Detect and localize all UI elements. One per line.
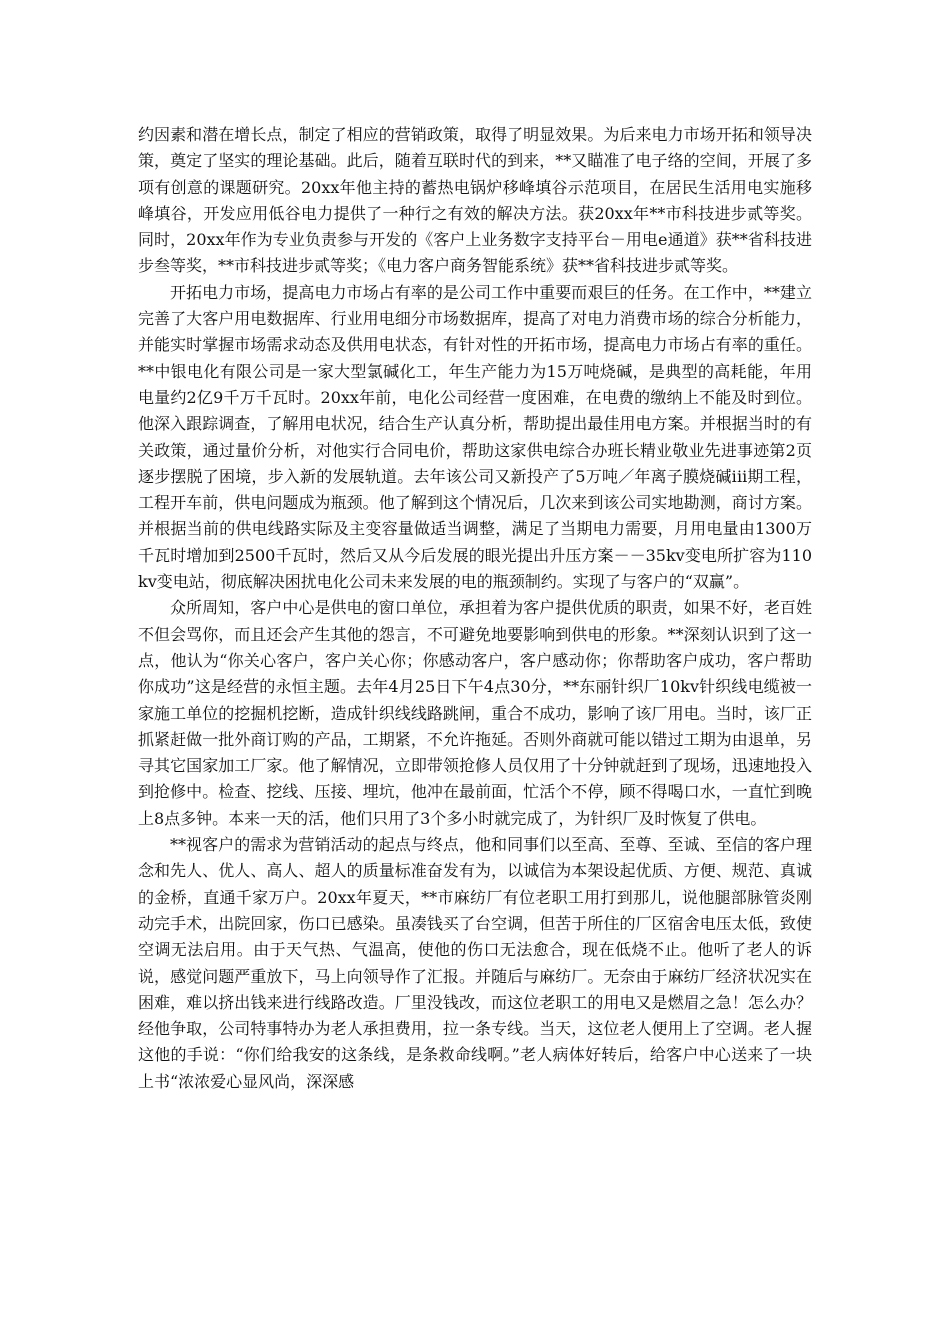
paragraph-2: 开拓电力市场，提高电力市场占有率的是公司工作中重要而艰巨的任务。在工作中，**建立完善了大客户用电数据库、行业用电细分市场数据库，提高了对电力消费市场的综合分析能力，并能实时掌握市场需求动态及供用电状态，有针对性的开拓市场，提高电力市场占有率的重任。**中银电化有限公司是一家大型氯碱化工，年生产能力为15万吨烧碱，是典型的高耗能，年用电量约2亿9千万千瓦时。20xx年前，电化公司经营一度困难，在电费的缴纳上不能及时到位。他深入跟踪调查，了解用电状况，结合生产认真分析，帮助提出最佳用电方案。并根据当时的有关政策，通过量价分析，对他实行合同电价，帮助这家供电综合办班长精业敬业先进事迹第2页逐步摆脱了困境，步入新的发展轨道。去年该公司又新投产了5万吨／年离子膜烧碱ⅰⅱ期工程，工程开车前，供电问题成为瓶颈。他了解到这个情况后，几次来到该公司实地勘测，商讨方案。并根据当前的供电线路实际及主变容量做适当调整，满足了当期电力需要，月用电量由1300万千瓦时增加到2500千瓦时，然后又从今后发展的眼光提出升压方案－－35kv变电所扩容为110kv变电站，彻底解决困扰电化公司未来发展的电的瓶颈制约。实现了与客户的“双赢”。: [138, 282, 812, 592]
paragraph-3: 众所周知，客户中心是供电的窗口单位，承担着为客户提供优质的职责，如果不好，老百姓不但会骂你，而且还会产生其他的怨言，不可避免地要影响到供电的形象。**深刻认识到了这一点，他认为“你关心客户，客户关心你；你感动客户，客户感动你；你帮助客户成功，客户帮助你成功”这是经营的永恒主题。去年4月25日下午4点30分，**东丽针织厂10kv针织线电缆被一家施工单位的挖掘机挖断，造成针织线线路跳闸，重合不成功，影响了该厂用电。当时，该厂正抓紧赶做一批外商订购的产品，工期紧，不允许拖延。否则外商就可能以错过工期为由退单，另寻其它国家加工厂家。他了解情况，立即带领抢修人员仅用了十分钟就赶到了现场，迅速地投入到抢修中。检查、挖线、压接、埋坑，他冲在最前面，忙活个不停，顾不得喝口水，一直忙到晚上8点多钟。本来一天的活，他们只用了3个多小时就完成了，为针织厂及时恢复了供电。: [138, 598, 812, 828]
paragraph-4: **视客户的需求为营销活动的起点与终点，他和同事们以至高、至尊、至诚、至信的客户理念和先人、优人、高人、超人的质量标准奋发有为，以诚信为本架设起优质、方便、规范、真诚的金桥，直通千家万户。20xx年夏天，**市麻纺厂有位老职工用打到那儿，说他腿部脉管炎刚动完手术，出院回家，伤口已感染。虽凑钱买了台空调，但苦于所住的厂区宿舍电压太低，致使空调无法启用。由于天气热、气温高，使他的伤口无法愈合，现在低烧不止。他听了老人的诉说，感觉问题严重放下，马上向领导作了汇报。并随后与麻纺厂。无奈由于麻纺厂经济状况实在困难，难以挤出钱来进行线路改造。厂里没钱改，而这位老职工的用电又是燃眉之急！怎么办？经他争取，公司特事特办为老人承担费用，拉一条专线。当天，这位老人便用上了空调。老人握这他的手说：“你们给我安的这条线，是条救命线啊。”老人病体好转后，给客户中心送来了一块上书“浓浓爱心显风尚，深深感: [138, 835, 812, 1091]
document-body: [138, 122, 812, 1095]
paragraph-1: 约因素和潜在增长点，制定了相应的营销政策，取得了明显效果。为后来电力市场开拓和领导决策，奠定了坚实的理论基础。此后，随着互联时代的到来，**又瞄准了电子络的空间，开展了多项有创意的课题研究。20xx年他主持的蓄热电锅炉移峰填谷示范项目，在居民生活用电实施移峰填谷，开发应用低谷电力提供了一种行之有效的解决方法。获20xx年**市科技进步贰等奖。同时，20xx年作为专业负责参与开发的《客户上业务数字支持平台－用电e通道》获**省科技进步叁等奖，**市科技进步贰等奖；《电力客户商务智能系统》获**省科技进步贰等奖。: [138, 125, 812, 276]
